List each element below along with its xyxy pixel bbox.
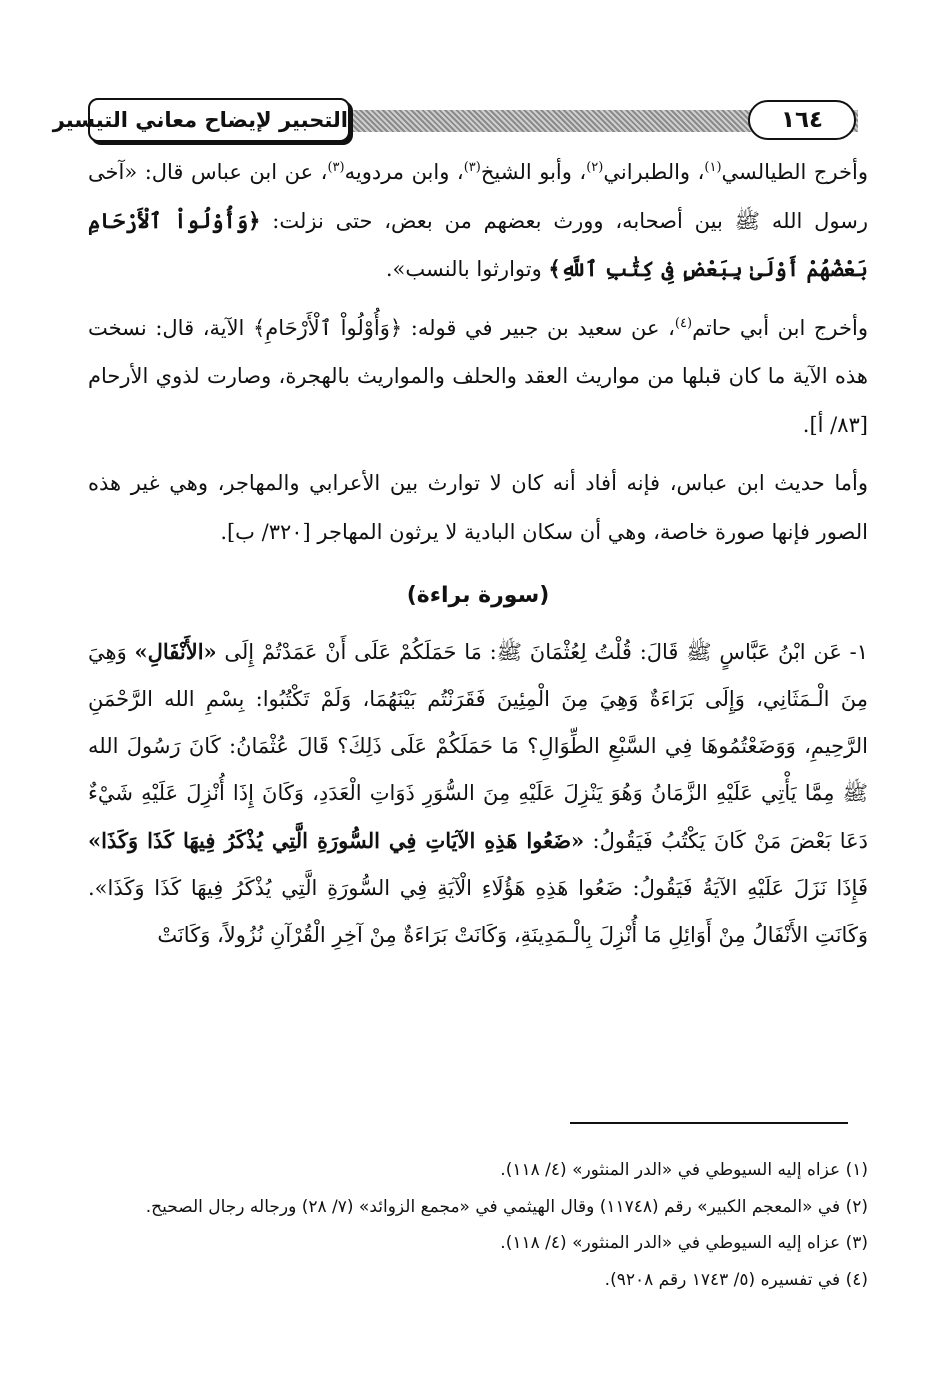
- quoted-text: «الأَنْفَالِ»: [134, 639, 217, 664]
- footnote: (٣) عزاه إليه السيوطي في «الدر المنثور» (٤/ ١١٨).: [500, 1233, 868, 1253]
- footnote: (٢) في «المعجم الكبير» رقم (١١٧٤٨) وقال الهيثمي في «مجمع الزوائد» (٧/ ٢٨) ورجاله رجال الصحيح.: [145, 1196, 868, 1217]
- main-text: [88, 148, 868, 959]
- footnote: (٤) في تفسيره (٥/ ١٧٤٣ رقم ٩٢٠٨).: [604, 1269, 868, 1290]
- section-title: (سورة براءة): [406, 583, 550, 608]
- footnote-divider: [570, 1122, 848, 1124]
- quoted-text: «ضَعُوا هَذِهِ الآيَاتِ فِي السُّورَةِ الَّتِي يُذْكَرُ فِيهَا كَذَا وَكَذَا»: [88, 828, 585, 853]
- footnote-ref: (٢): [586, 160, 604, 175]
- text-run: ، عن سعيد بن جبير في قوله:: [402, 315, 675, 340]
- footnote-ref: (٤): [674, 315, 693, 331]
- book-title: التحبير لإيضاح معاني التيسير: [88, 98, 350, 142]
- text-run: وأخرج ابن أبي حاتم: [692, 315, 868, 340]
- paragraph: [88, 148, 868, 294]
- footnote-ref: (٣): [463, 160, 481, 175]
- hadith-text: [88, 628, 868, 959]
- running-header: [52, 98, 868, 144]
- text-run: الآية، قال: نسخت هذه الآية ما كان قبلها من مواريث العقد والحلف والمواريث بالهجرة، وصارت لذوي الأرحام [٨٣/ أ].: [88, 315, 868, 437]
- text-run: ﴿وَأُوْلُواْ ٱلْأَرْحَامِ﴾: [252, 315, 403, 340]
- page-number: ١٦٤: [748, 100, 856, 140]
- footnote-ref: (٣): [327, 160, 345, 175]
- text-run: وَهِيَ مِنَ الْـمَثَانِي، وَإِلَى بَرَاءَةٌ وَهِيَ مِنَ الْمِئِينَ فَقَرَنْتُم بَيْنَهُمَا، وَلَمْ تَكْتُبُوا: بِسْمِ الله الرَّحْمَنِ الرَّحِيمِ، وَوَضَعْتُمُوهَا فِي السَّبْعِ الطِّوَالِ؟ مَا حَمَلَكُمْ عَلَى ذَلِكَ؟ قَالَ عُثْمَانُ: كَانَ رَسُولَ الله ﷺ مِمَّا يَأْتِي عَلَيْهِ الزَّمَانُ وَهُوَ يَنْزِلَ عَلَيْهِ مِنَ السُّوَرِ ذَوَاتِ الْعَدَدِ، وَكَانَ إِذَا أُنْزِلَ عَلَيْهِ شَيْءٌ دَعَا بَعْضَ مَنْ كَانَ يَكْتُبُ فَيَقُولُ:: [88, 640, 869, 853]
- text-run: ، وأبو الشيخ: [480, 160, 587, 184]
- text-run: وأخرج الطيالسي: [721, 160, 868, 184]
- footnotes: [88, 1152, 868, 1298]
- text-run: وأما حديث ابن عباس، فإنه أفاد أنه كان لا توارث بين الأعرابي والمهاجر، وهي غير هذه الصور فإنها صورة خاصة، وهي أن سكان البادية لا يرثون المهاجر [٣٢٠/ ب].: [88, 471, 868, 544]
- text-run: ، وابن مردويه: [344, 160, 464, 184]
- paragraph: [88, 459, 868, 556]
- footnote: (١) عزاه إليه السيوطي في «الدر المنثور» (٤/ ١١٨).: [500, 1160, 868, 1180]
- quoted-text: ﴿وَأُوْلُواْ ٱلْأَرْحَامِ بَعْضُهُمْ أَوْلَىٰ بِبَعْضٍ فِى كِتَٰبِ ٱللَّهِ﴾: [88, 207, 868, 281]
- footnote-ref: (١): [704, 160, 722, 175]
- paragraph: [88, 304, 868, 450]
- text-run: ، والطبراني: [603, 160, 705, 184]
- text-run: ١- عَن ابْنُ عَبَّاسٍ ﷺ قَالَ: قُلْتُ لِعُثْمَانَ ﷺ: مَا حَمَلَكُمْ عَلَى أَنْ عَمَدْتُمْ إِلَى: [216, 640, 868, 664]
- text-run: ، عن ابن عباس قال: «آخى رسول الله ﷺ بين أصحابه، وورث بعضهم من بعض، حتى نزلت:: [88, 160, 868, 233]
- text-run: وتوارثوا بالنسب».: [385, 257, 549, 281]
- text-run: فَإِذَا نَزَلَ عَلَيْهِ الآيَةُ فَيَقُولُ: ضَعُوا هَذِهِ هَؤُلَاءِ الْآيَةِ فِي السُّورَةِ الَّتِي يُذْكَرُ فِيهَا كَذَا وَكَذَا». وَكَانَتِ الأَنْفَالُ مِنْ أَوَائِلِ مَا أُنْزِلَ بِالْـمَدِينَةِ، وَكَانَتْ بَرَاءَةٌ مِنْ آخِرِ الْقُرْآنِ نُزُولاً، وَكَانَتْ: [88, 876, 868, 947]
